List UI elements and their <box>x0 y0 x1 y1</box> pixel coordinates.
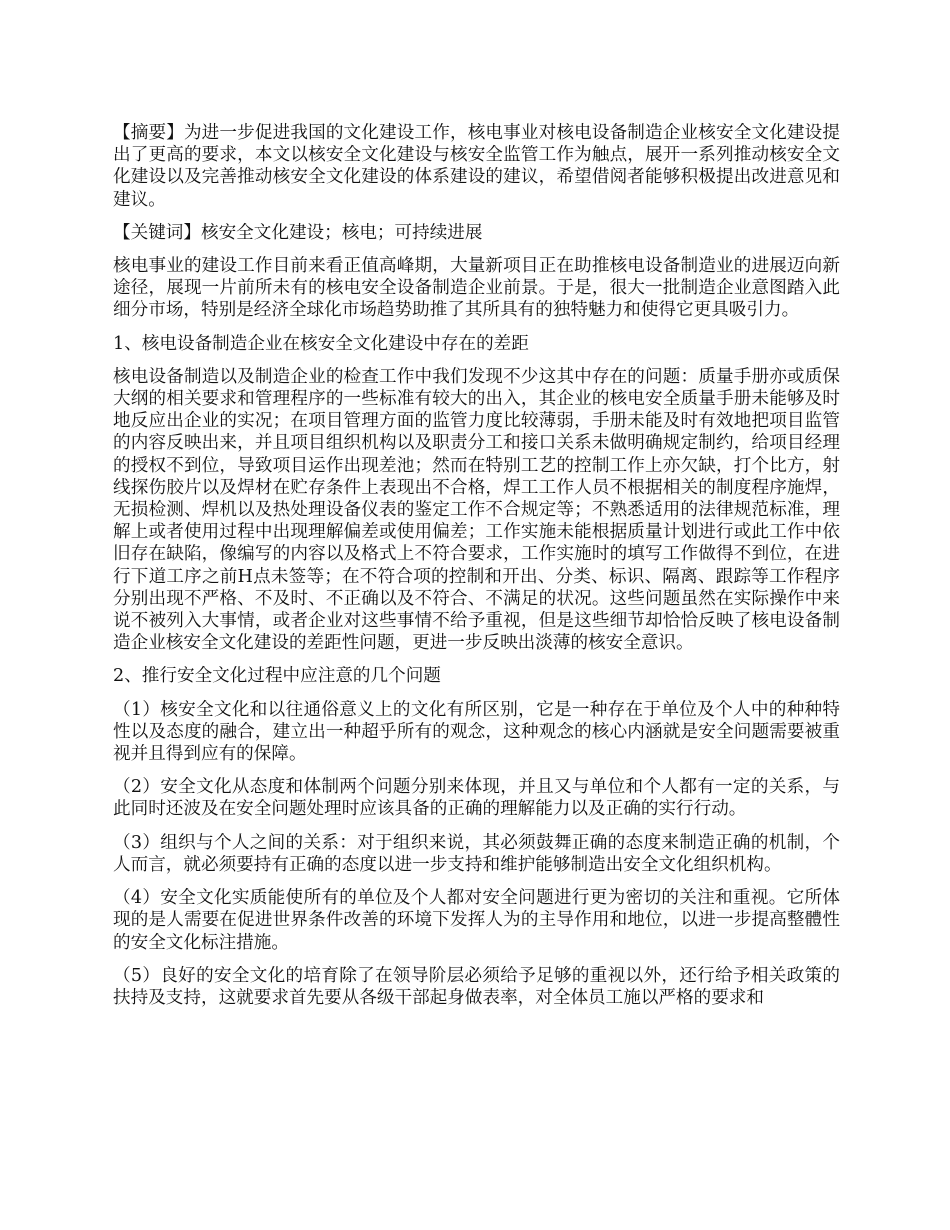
abstract-paragraph: 【摘要】为进一步促进我国的文化建设工作，核电事业对核电设备制造企业核安全文化建设提出了更高的要求，本文以核安全文化建设与核安全监管工作为触点，展开一系列推动核安全文化建设以及完善推动核安全文化建设的体系建设的建议，希望借阅者能够积极提出改进意见和建议。 <box>113 123 840 210</box>
section-1-heading: 1、核电设备制造企业在核安全文化建设中存在的差距 <box>113 333 529 354</box>
section-2-item-1: （1）核安全文化和以往通俗意义上的文化有所区别，它是一种存在于单位及个人中的种种特性以及态度的融合，建立出一种超乎所有的观念，这种观念的核心内涵就是安全问题需要被重视并且得到应有的保障。 <box>113 699 840 765</box>
section-2-item-2: （2）安全文化从态度和体制两个问题分别来体现，并且又与单位和个人都有一定的关系，与此同时还波及在安全问题处理时应该具备的正确的理解能力以及正确的实行行动。 <box>113 777 840 820</box>
keywords-paragraph: 【关键词】核安全文化建设；核电；可持续进展 <box>113 222 483 243</box>
section-2-item-3: （3）组织与个人之间的关系：对于组织来说，其必须鼓舞正确的态度来制造正确的机制，个人而言，就必须要持有正确的态度以进一步支持和维护能够制造出安全文化组织机构。 <box>113 832 840 875</box>
intro-paragraph: 核电事业的建设工作目前来看正值高峰期，大量新项目正在助推核电设备制造业的进展迈向新途径，展现一片前所未有的核电安全设备制造企业前景。于是，很大一批制造企业意图踏入此细分市场，特别是经济全球化市场趋势助推了其所具有的独特魅力和使得它更具吸引力。 <box>113 256 840 321</box>
section-2-item-5: （5）良好的安全文化的培育除了在领导阶层必须给予足够的重视以外，还行给予相关政策的扶持及支持，这就要求首先要从各级干部起身做表率，对全体员工施以严格的要求和 <box>113 965 840 1008</box>
section-1-body: 核电设备制造以及制造企业的检查工作中我们发现不少这其中存在的问题：质量手册亦或质保大纲的相关要求和管理程序的一些标准有较大的出入，其企业的核电安全质量手册未能够及时地反应出企业的实况；在项目管理方面的监管力度比较薄弱，手册未能及时有效地把项目监管的内容反映出来，并且项目组织机构以及职责分工和接口关系未做明确规定制约，给项目经理的授权不到位，导致项目运作出现差池；然而在特别工艺的控制工作上亦欠缺，打个比方，射线探伤胶片以及焊材在贮存条件上表现出不合格，焊工工作人员不根据相关的制度程序施焊，无损检测、焊机以及热处理设备仪表的鉴定工作不合规定等；不熟悉适用的法律规范标准，理解上或者使用过程中出现理解偏差或使用偏差；工作实施未能根据质量计划进行或此工作中依旧存在缺陷，像编写的内容以及格式上不符合要求，工作实施时的填写工作做得不到位，在进行下道工序之前H点未签等；在不符合项的控制和开出、分类、标识、隔离、跟踪等工作程序分别出现不严格、不及时、不正确以及不符合、不满足的状况。这些问题虽然在实际操作中来说不被列入大事情，或者企业对这些事情不给予重视，但是这些细节却恰恰反映了核电设备制造企业核安全文化建设的差距性问题，更进一步反映出淡薄的核安全意识。 <box>113 366 840 654</box>
section-2-item-4: （4）安全文化实质能使所有的单位及个人都对安全问题进行更为密切的关注和重视。它所体现的是人需要在促进世界条件改善的环境下发挥人为的主导作用和地位，以进一步提高整體性的安全文化标注措施。 <box>113 888 840 953</box>
document-page <box>113 122 840 1020</box>
section-2-heading: 2、推行安全文化过程中应注意的几个问题 <box>113 666 441 687</box>
